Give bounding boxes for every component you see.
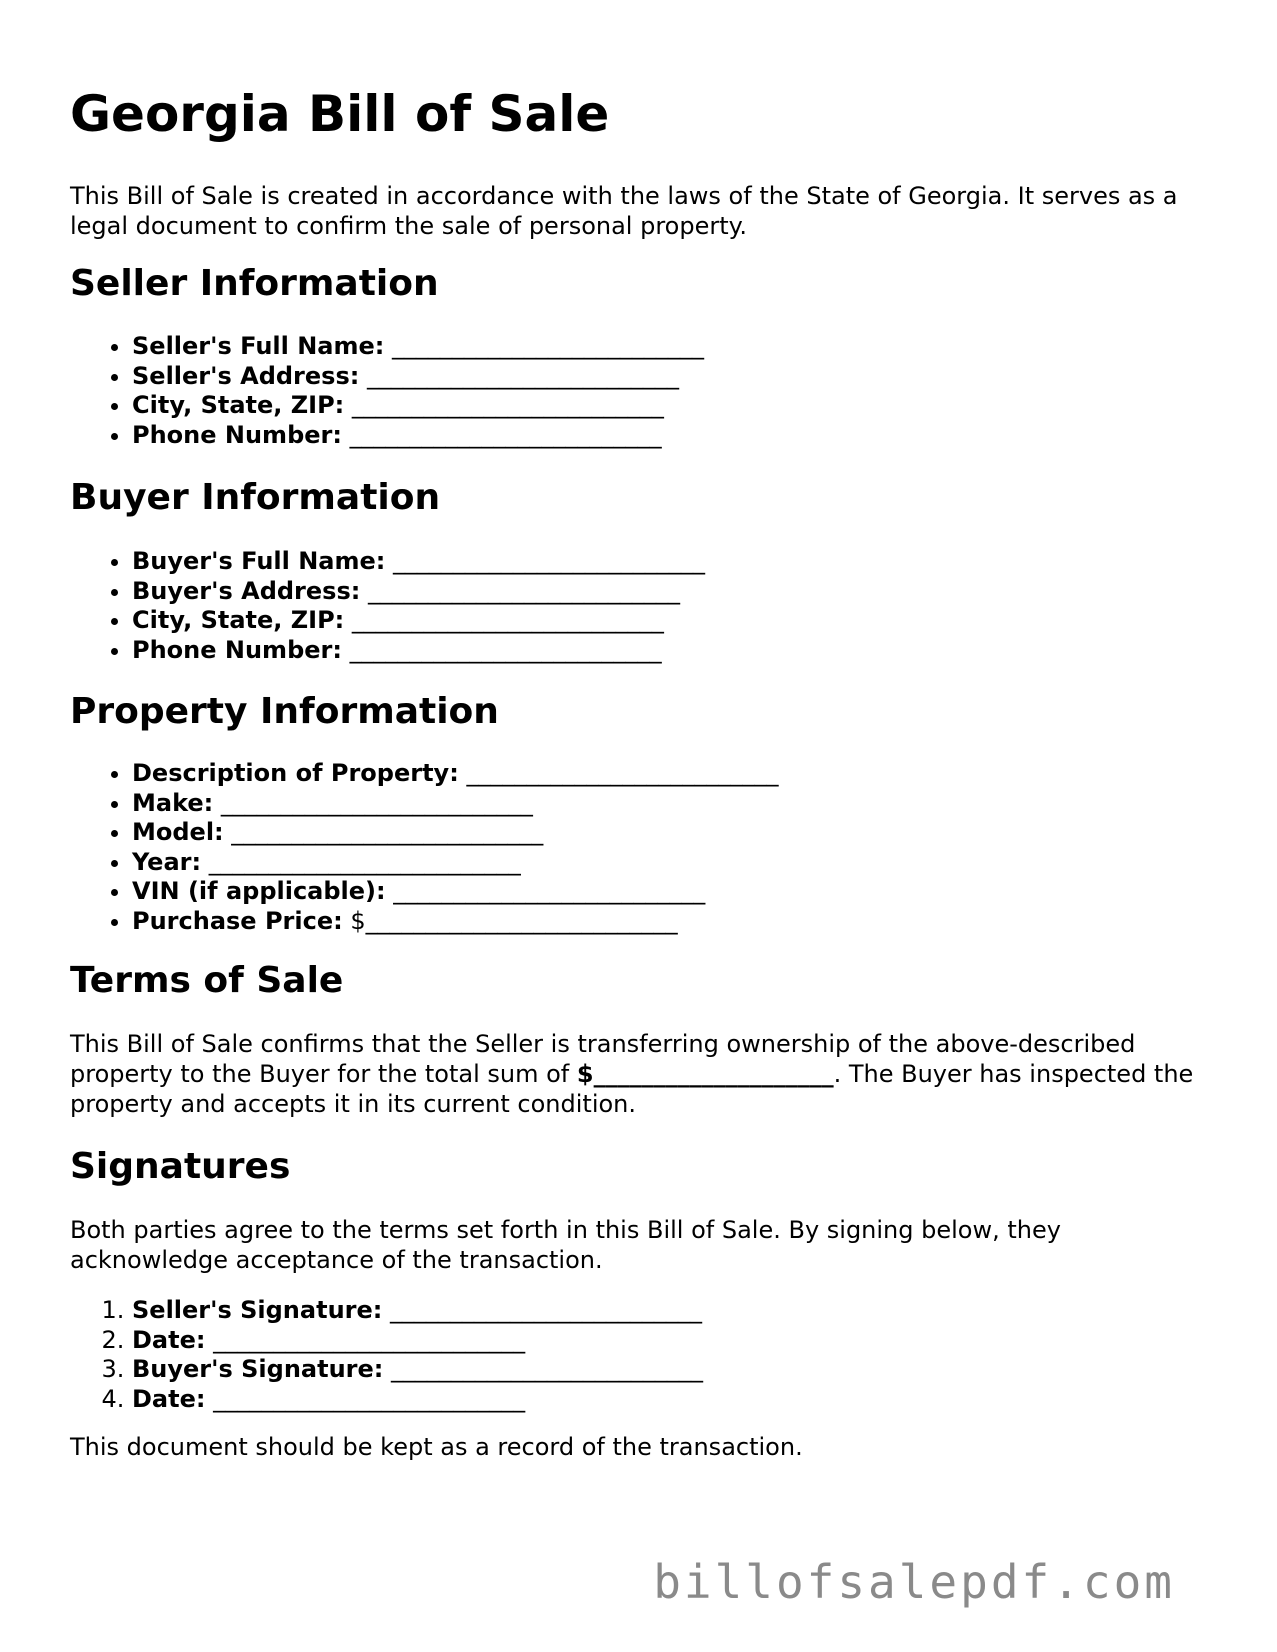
seller-phone-field[interactable]: • Phone Number: __________________________ [132,421,704,451]
buyer-fields-list [70,547,705,665]
page-title: Georgia Bill of Sale [70,85,610,143]
seller-city-state-zip-field[interactable]: • City, State, ZIP: __________________________ [132,391,704,421]
signatures-heading: Signatures [70,1146,291,1187]
property-vin-field[interactable]: • VIN (if applicable): __________________________ [132,877,778,907]
buyer-phone-field[interactable]: • Phone Number: __________________________ [132,636,705,666]
seller-full-name-field[interactable]: • Seller's Full Name: __________________________ [132,332,704,362]
property-model-field[interactable]: • Model: __________________________ [132,818,778,848]
property-description-field[interactable]: • Description of Property: __________________________ [132,759,778,789]
property-fields-list [70,759,778,937]
buyer-signature-field[interactable]: 3. Buyer's Signature: __________________________ [132,1355,703,1385]
property-year-field[interactable]: • Year: __________________________ [132,848,778,878]
terms-amount-field[interactable]: $____________________ [576,1060,834,1088]
seller-signature-field[interactable]: 1. Seller's Signature: __________________________ [132,1296,703,1326]
seller-address-field[interactable]: • Seller's Address: __________________________ [132,362,704,392]
signatures-paragraph: Both parties agree to the terms set forth in this Bill of Sale. By signing below, they acknowledge acceptance of the transaction. [70,1216,1061,1274]
terms-paragraph: This Bill of Sale confirms that the Seller is transferring ownership of the above-described property to the Buyer for the total sum of $____________________. The Buyer has inspected the property and accepts it in its current condition. [70,1030,1194,1118]
footer-note: This document should be kept as a record of the transaction. [70,1433,803,1461]
seller-fields-list [70,332,704,450]
property-purchase-price-field[interactable]: • Purchase Price: $__________________________ [132,907,778,937]
buyer-full-name-field[interactable]: • Buyer's Full Name: __________________________ [132,547,705,577]
signature-fields-list [70,1296,703,1414]
buyer-heading: Buyer Information [70,477,441,518]
watermark: billofsalepdf.com [653,1555,1175,1609]
seller-heading: Seller Information [70,263,439,304]
property-heading: Property Information [70,691,499,732]
property-make-field[interactable]: • Make: __________________________ [132,789,778,819]
intro-paragraph: This Bill of Sale is created in accordance with the laws of the State of Georgia. It serves as a legal document to confirm the sale of personal property. [70,182,1178,240]
seller-date-field[interactable]: 2. Date: __________________________ [132,1326,703,1356]
buyer-date-field[interactable]: 4. Date: __________________________ [132,1385,703,1415]
terms-heading: Terms of Sale [70,960,344,1001]
buyer-address-field[interactable]: • Buyer's Address: __________________________ [132,577,705,607]
buyer-city-state-zip-field[interactable]: • City, State, ZIP: __________________________ [132,606,705,636]
